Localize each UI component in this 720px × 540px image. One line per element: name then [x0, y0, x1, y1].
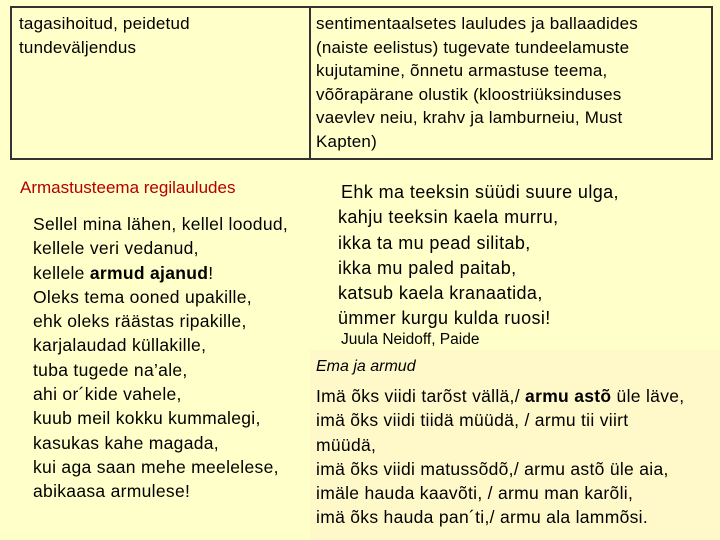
emphasis: armud ajanud	[89, 262, 209, 283]
poem-line: müüdä,	[316, 434, 377, 455]
poem-line: kellele armud ajanud!	[33, 262, 214, 283]
poem-line: kahju teeksin kaela murru,	[338, 207, 559, 228]
table-right-cell	[311, 8, 711, 158]
poem-line: ehk oleks räästas ripakille,	[33, 311, 247, 332]
poem-line: imäle hauda kaavõti, / armu man karõli,	[316, 483, 634, 504]
poem-line: katsub kaela kranaatida,	[338, 283, 543, 304]
poem-line: Oleks tema ooned upakille,	[33, 286, 252, 307]
poem-line: ahi or´kide vahele,	[33, 384, 182, 405]
info-table	[10, 6, 713, 160]
poem-line: ikka ta mu pead silitab,	[338, 232, 531, 253]
poem-attribution: Juula Neidoff, Paide	[341, 331, 480, 348]
ema-title: Ema ja armud	[316, 358, 416, 375]
right-poem	[338, 180, 619, 332]
ema-poem	[316, 384, 684, 530]
poem-line: tuba tugede na’ale,	[33, 359, 188, 380]
cell-line: vaevlev neiu, krahv ja lamburneiu, Must	[316, 108, 623, 128]
cell-line: kujutamine, õnnetu armastuse teema,	[316, 61, 608, 81]
poem-line: ümmer kurgu kulda ruosi!	[338, 308, 551, 329]
cell-line: Kapten)	[316, 131, 377, 151]
poem-line: kui aga saan mehe meelelese,	[33, 456, 279, 477]
poem-line: Ehk ma teeksin süüdi suure ulga,	[341, 182, 619, 202]
cell-line: võõrapärane olustik (kloostriüksinduses	[316, 84, 622, 104]
poem-line: karjalaudad küllakille,	[33, 335, 207, 356]
poem-line: imä õks viidi matussõdõ,/ armu astõ üle aia,	[316, 458, 669, 479]
poem-line: abikaasa armulese!	[33, 481, 191, 502]
emphasis: armu astõ	[525, 386, 612, 406]
poem-line: kasukas kahe magada,	[33, 432, 219, 453]
section-heading: Armastusteema regilauludes	[20, 178, 236, 197]
poem-line: imä õks viidi tiidä müüdä, / armu tii viirt	[316, 410, 629, 431]
poem-line: kellele veri vedanud,	[33, 238, 199, 259]
poem-line: ikka mu paled paitab,	[338, 257, 517, 278]
table-left-cell	[12, 8, 311, 158]
poem-line: Sellel mina lähen, kellel loodud,	[33, 214, 289, 234]
poem-line: kuub meil kokku kummalegi,	[33, 408, 261, 429]
poem-line: Imä õks viidi tarõst vällä,/ armu astõ üle läve,	[316, 386, 685, 406]
poem-line: imä õks hauda pan´ti,/ armu ala lammõsi.	[316, 507, 648, 528]
cell-line: tundeväljendus	[19, 37, 137, 57]
cell-line: (naiste eelistus) tugevate tundeelamuste	[316, 37, 630, 57]
regilaul-poem	[33, 212, 288, 504]
cell-line: tagasihoitud, peidetud	[19, 14, 190, 33]
cell-line: sentimentaalsetes lauludes ja ballaadides	[316, 14, 638, 33]
